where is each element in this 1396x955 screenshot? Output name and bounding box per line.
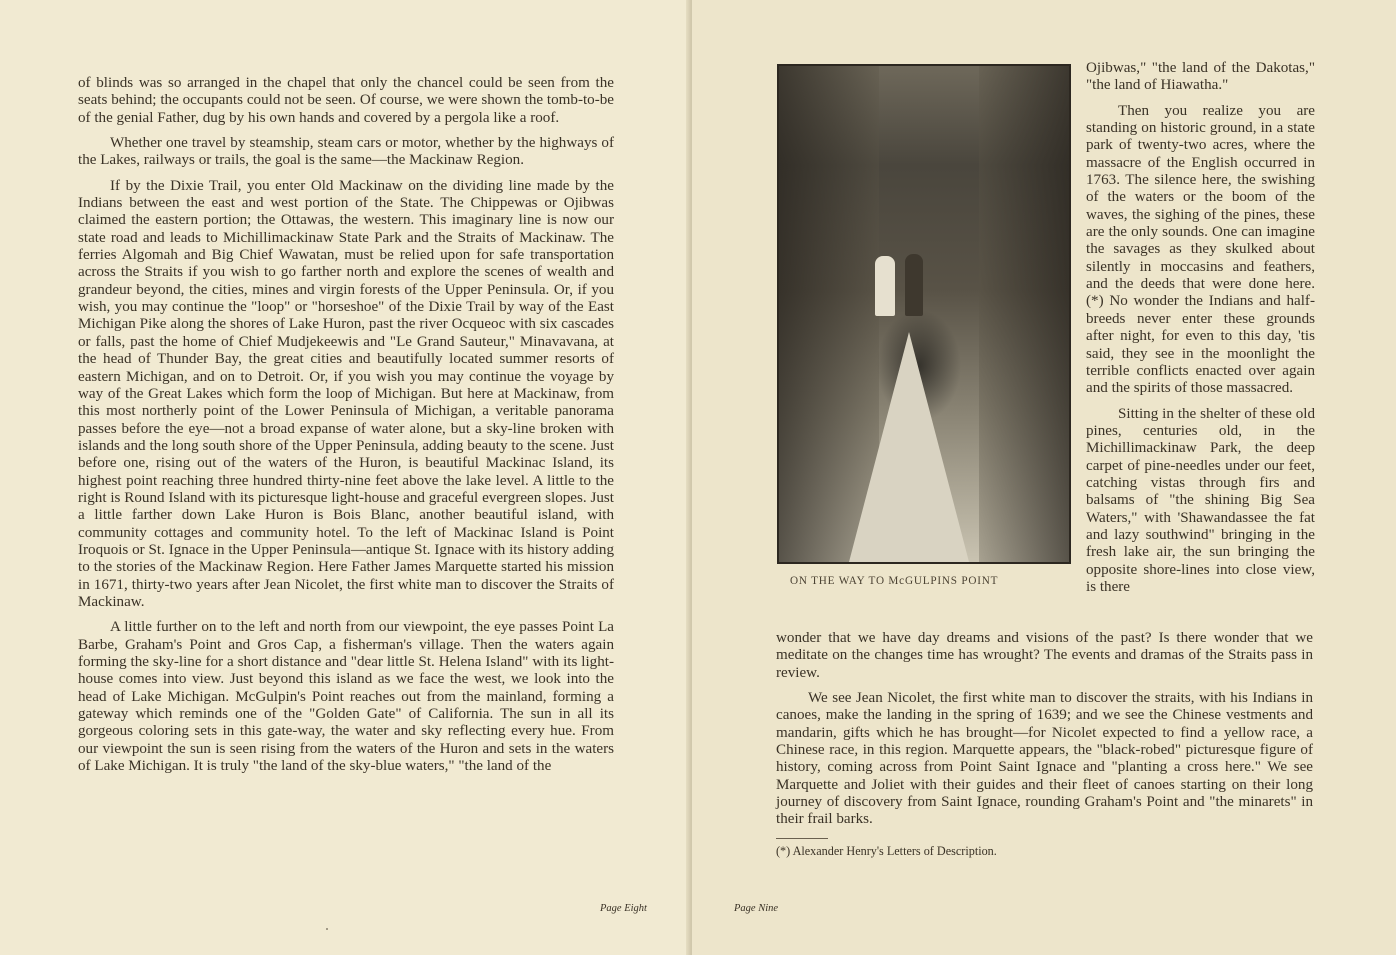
page-number: Page Nine	[734, 903, 779, 914]
left-page	[0, 0, 690, 955]
right-column-text	[1086, 60, 1315, 596]
footnote: (*) Alexander Henry's Letters of Description.	[776, 844, 997, 858]
trees-right	[979, 66, 1069, 562]
paragraph: Sitting in the shelter of these old pines, centuries old, in the Michillimackinaw Park, the deep carpet of pine-needles under our feet, catching vistas through firs and balsams of "the shining Big Sea Waters," with 'Shawandassee the fat and lazy southwind" bringing in the fresh lake air, the sun bringing the opposite shore-lines into close view, is there	[1086, 405, 1315, 595]
left-page-body	[78, 75, 614, 775]
walking-figure	[905, 254, 923, 316]
footnote-rule	[776, 838, 828, 839]
paragraph: A little further on to the left and north from our viewpoint, the eye passes Point La Barbe, Graham's Point and Gros Cap, a fisherman's village. Then the waters again forming the sky-line for a short distance and "dear little St. Helena Island" with its light-house comes into view. Just beyond this island as we face the west, we look into the head of Lake Michigan. McGulpin's Point reaches out from the mainland, forming a gateway which reminds one of the "Golden Gate" of California. The sun in all its gorgeous coloring sets in this gate-way, the water and sky reflecting every hue. From our viewpoint the sun is seen rising from the waters of the Huron and sets in the waters of Lake Michigan. It is truly "the land of the sky-blue waters," "the land of the	[78, 619, 614, 775]
paragraph: wonder that we have day dreams and visions of the past? Is there wonder that we meditate on the changes time has wrought? The events and dramas of the Straits pass in review.	[776, 630, 1313, 681]
forest-path-photo	[777, 64, 1071, 564]
page-number: Page Eight	[600, 903, 647, 914]
paragraph: Ojibwas," "the land of the Dakotas," "the land of Hiawatha."	[1086, 60, 1315, 94]
right-page	[692, 0, 1396, 955]
photo-figure	[777, 64, 1071, 564]
paper-speck	[326, 928, 328, 930]
paragraph: of blinds was so arranged in the chapel that only the chancel could be seen from the seats behind; the occupants could not be seen. Of course, we were shown the tomb-to-be of the genial Father, dug by his own hands and covered by a pergola like a roof.	[78, 75, 614, 126]
paragraph: Whether one travel by steamship, steam cars or motor, whether by the highways of the Lakes, railways or trails, the goal is the same—the Mackinaw Region.	[78, 135, 614, 169]
paragraph: Then you realize you are standing on historic ground, in a state park of twenty-two acres, where the massacre of the English occurred in 1763. The silence here, the swishing of the waters or the boom of the waves, the sighing of the pines, these are the only sounds. One can imagine the savages as they skulked about silently in moccasins and feathers, and the deeds that were done here. (*) No wonder the Indians and half-breeds never enter these grounds after night, for even to this day, 'tis said, they see in the moonlight the terrible conflicts enacted over again and the spirits of those massacred.	[1086, 102, 1315, 397]
path	[849, 332, 969, 562]
walking-figure	[875, 256, 895, 316]
right-page-body	[776, 630, 1313, 829]
photo-caption: ON THE WAY TO McGULPINS POINT	[790, 575, 999, 587]
paragraph: If by the Dixie Trail, you enter Old Mackinaw on the dividing line made by the Indians between the east and west portion of the State. The Chippewas or Ojibwas claimed the eastern portion; the Ottawas, the western. This imaginary line is now our state road and leads to Michillimackinaw State Park and the Straits of Mackinaw. The ferries Algomah and Big Chief Wawatan, must be relied upon for safe transportation across the Straits if you wish to go farther north and explore the scenes of wealth and grandeur beyond, the cities, mines and virgin forests of the Upper Peninsula. Or, if you wish, you may continue the "loop" or "horseshoe" of the Dixie Trail by way of the East Michigan Pike along the shores of Lake Huron, past the river Ocqueoc with six cascades or falls, past the home of Chief Mudjekeewis and "Le Grand Sauteur," Minavavana, at the head of Thunder Bay, the great cities and beautifully located summer resorts of eastern Michigan, and on to Detroit. Or, if you wish you may continue the voyage by way of the Great Lakes which form the loop of Michigan. But here at Mackinaw, from this most northerly point of the Lower Peninsula of Michigan, a veritable panorama passes before the eye—not a broad expanse of water alone, but a sky-line broken with islands and the long south shore of the Upper Peninsula, adding beauty to the scene. Just before one, rising out of the waters of the Huron, is beautiful Mackinac Island, its highest point reaching three hundred thirty-nine feet above the lake level. A little to the right is Round Island with its picturesque light-house and graceful evergreen slopes. Just a little farther down Lake Huron is Bois Blanc, another beautiful island, with community cottages and community hotel. To the left of Mackinac Island is Point Iroquois or St. Ignace in the Upper Peninsula—antique St. Ignace with its history adding to the stories of the Mackinaw Region. Here Father James Marquette started his mission in 1671, thirty-two years after Jean Nicolet, the first white man to discover the Straits of Mackinaw.	[78, 177, 614, 610]
paragraph: We see Jean Nicolet, the first white man to discover the straits, with his Indians in canoes, make the landing in the spring of 1639; and we see the Chinese vestments and mandarin, gifts which he has brought—for Nicolet expected to find a yellow race, a Chinese race, in this region. Marquette appears, the "black-robed" picturesque figure of history, coming across from Point Saint Ignace and "planting a cross here." We see Marquette and Joliet with their guides and their fleet of canoes starting on their long journey of discovery from Saint Ignace, rounding Graham's Point and "the minarets" in their frail barks.	[776, 690, 1313, 828]
